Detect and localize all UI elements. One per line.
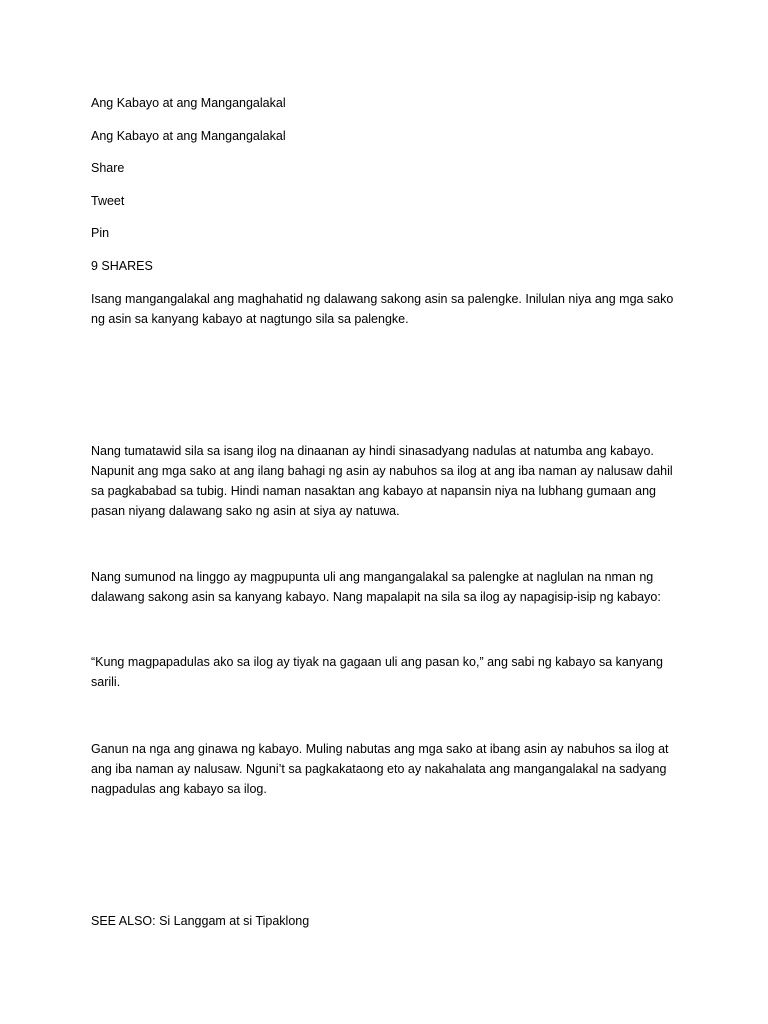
paragraph-line: nagpadulas ang kabayo sa ilog. — [91, 782, 267, 796]
paragraph-line: sa pagkababad sa tubig. Hindi naman nasaktan ang kabayo at napansin niya na lubhang gumaan ang — [91, 484, 657, 498]
paragraph-line: “Kung magpapadulas ako sa ilog ay tiyak na gagaan uli ang pasan ko,” ang sabi ng kabayo sa kanyang — [91, 655, 663, 669]
article-title: Ang Kabayo at ang Mangangalakal — [91, 96, 286, 110]
paragraph-line: ang iba naman ay nalusaw. Nguni’t sa pagkakataong eto ay nakahalata ang mangangalakal na sadyang — [91, 762, 667, 776]
paragraph-line: Napunit ang mga sako at ang ilang bahagi ng asin ay nabuhos sa ilog at ang iba naman ay nalusaw dahil — [91, 464, 673, 478]
paragraph-1 — [91, 289, 691, 329]
paragraph-line: Nang tumatawid sila sa isang ilog na dinaanan ay hindi sinasadyang nadulas at natumba ang kabayo. — [91, 444, 654, 458]
shares-count: 9 SHARES — [91, 259, 153, 273]
paragraph-4 — [91, 652, 691, 692]
tweet-link[interactable]: Tweet — [91, 194, 125, 208]
paragraph-5 — [91, 739, 691, 799]
paragraph-line: ng asin sa kanyang kabayo at nagtungo sila sa palengke. — [91, 312, 409, 326]
paragraph-3 — [91, 567, 691, 607]
pin-link[interactable]: Pin — [91, 226, 110, 240]
paragraph-line: dalawang sakong asin sa kanyang kabayo. Nang mapalapit na sila sa ilog ay napagisip-isip ng kabayo: — [91, 590, 661, 604]
paragraph-line: Isang mangangalakal ang maghahatid ng dalawang sakong asin sa palengke. Inilulan niya ang mga sako — [91, 292, 674, 306]
paragraph-line: pasan niyang dalawang sako ng asin at siya ay natuwa. — [91, 504, 400, 518]
article-subtitle: Ang Kabayo at ang Mangangalakal — [91, 129, 286, 143]
see-also-link[interactable]: SEE ALSO: Si Langgam at si Tipaklong — [91, 914, 310, 928]
paragraph-line: Nang sumunod na linggo ay magpupunta uli ang mangangalakal sa palengke at naglulan na nman ng — [91, 570, 654, 584]
paragraph-line: Ganun na nga ang ginawa ng kabayo. Muling nabutas ang mga sako at ibang asin ay nabuhos sa ilog at — [91, 742, 669, 756]
paragraph-line: sarili. — [91, 675, 121, 689]
paragraph-2 — [91, 441, 691, 521]
share-link[interactable]: Share — [91, 161, 125, 175]
